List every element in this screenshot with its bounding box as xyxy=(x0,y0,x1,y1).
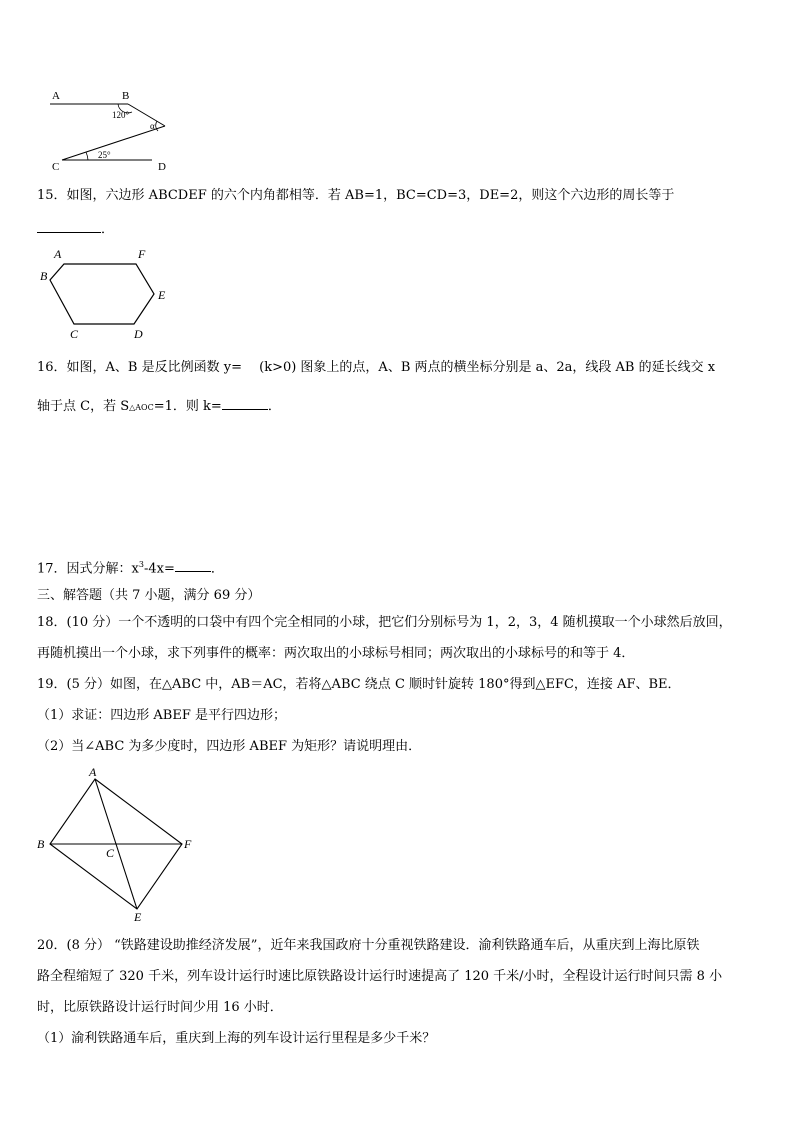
q17-tail: ． xyxy=(210,561,224,577)
fig19-label-a: A xyxy=(89,765,97,779)
angle-25: 25° xyxy=(98,150,111,160)
answer-blank xyxy=(37,220,101,233)
q16-line1: 16．如图，A、B 是反比例函数 y= (k>0) 图象上的点，A、B 两点的横坐标分别是 a、2a，线段 AB 的延长线交 x xyxy=(37,360,716,375)
fig19-label-c: C xyxy=(106,846,115,860)
label-b: B xyxy=(122,90,130,102)
q17-pre: 17．因式分解：x xyxy=(37,561,139,577)
q17-post: -4x= xyxy=(143,561,175,577)
line-bend-c xyxy=(62,126,165,160)
q15-tail: ． xyxy=(101,222,115,237)
q15-text: 15．如图，六边形 ABCDEF 的六个内角都相等．若 AB=1，BC=CD=3，DE=2，则这个六边形的周长等于 xyxy=(37,188,675,203)
hexagon xyxy=(50,264,154,324)
q17-sup: 3 xyxy=(138,560,144,569)
label-c: C xyxy=(52,161,60,173)
q16-subscript: △AOC xyxy=(129,403,154,412)
label-d: D xyxy=(158,161,166,173)
q16-line2-pre: 轴于点 C，若 S xyxy=(37,399,130,414)
hexagon-figure xyxy=(36,244,176,344)
hex-label-d: D xyxy=(134,327,143,341)
answer-blank xyxy=(222,397,268,410)
q16-line2-post: =1．则 k= xyxy=(153,399,222,414)
q14-figure xyxy=(40,86,180,174)
q20-part1: （1）渝利铁路通车后，重庆到上海的列车设计运行里程是多少千米？ xyxy=(37,1031,436,1046)
fig19-label-e: E xyxy=(134,910,142,923)
section-heading: 三、解答题（共 7 小题，满分 69 分） xyxy=(37,588,261,603)
hex-label-f: F xyxy=(138,247,146,261)
q19-part1: （1）求证：四边形 ABEF 是平行四边形； xyxy=(37,708,286,723)
q17-text xyxy=(37,557,224,577)
q19-figure xyxy=(34,765,204,923)
q19-part2: （2）当∠ABC 为多少度时，四边形 ABEF 为矩形？请说明理由． xyxy=(37,739,422,754)
fig19-label-f: F xyxy=(184,837,192,851)
q16-line2 xyxy=(37,397,281,416)
q15-answer-line xyxy=(37,220,114,238)
q18-line1: 18．(10 分）一个不透明的口袋中有四个完全相同的小球，把它们分别标号为 1，2，3，4 随机摸取一个小球然后放回， xyxy=(37,615,732,630)
q16-tail: ． xyxy=(267,399,281,414)
answer-blank xyxy=(175,559,211,572)
angle-alpha: α xyxy=(150,121,155,131)
line-b-bend xyxy=(128,104,165,126)
label-a: A xyxy=(52,90,60,102)
q18-line2: 再随机摸出一个小球，求下列事件的概率：两次取出的小球标号相同；两次取出的小球标号的和等于 4． xyxy=(37,646,635,661)
hex-label-e: E xyxy=(158,288,166,302)
q20-line3: 时，比原铁路设计运行时间少用 16 小时． xyxy=(37,1000,283,1015)
q19-line1: 19．(5 分）如图，在△ABC 中，AB＝AC，若将△ABC 绕点 C 顺时针旋转 180°得到△EFC，连接 AF、BE． xyxy=(37,677,681,692)
q20-line2: 路全程缩短了 320 千米，列车设计运行时速比原铁路设计运行时速提高了 120 千米/小时，全程设计运行时间只需 8 小 xyxy=(37,969,723,984)
hex-label-b: B xyxy=(40,269,48,283)
fig19-label-b: B xyxy=(37,837,45,851)
hex-label-a: A xyxy=(54,247,62,261)
hex-label-c: C xyxy=(70,327,79,341)
angle-120: 120° xyxy=(112,110,130,120)
q20-line1: 20．(8 分） “铁路建设助推经济发展”，近年来我国政府十分重视铁路建设．渝利铁路通车后，从重庆到上海比原铁 xyxy=(37,938,700,953)
